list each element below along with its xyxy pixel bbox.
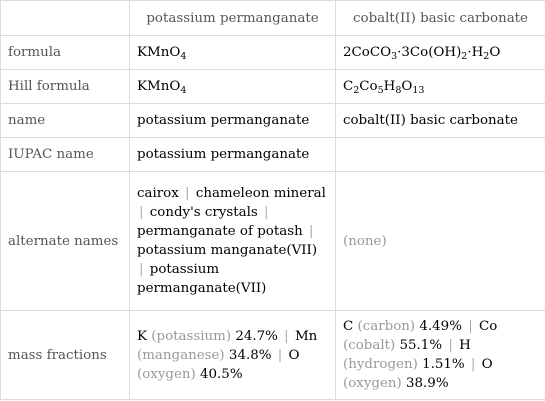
- alt-name-item: potassium manganate(VII): [137, 243, 318, 258]
- alternate-names-label: alternate names: [1, 172, 130, 311]
- alt-name-item: potassium permanganate(VII): [137, 262, 267, 296]
- hill-formula-row: [1, 70, 545, 104]
- alt-name-item: cairox: [137, 186, 179, 201]
- separator: |: [448, 338, 453, 353]
- name-row: [1, 104, 545, 138]
- header-empty-cell: [1, 1, 130, 36]
- name-label: name: [1, 104, 130, 138]
- alt-name-item: chameleon mineral: [195, 186, 326, 201]
- separator: |: [284, 328, 289, 344]
- alternate-names-cobalt: [336, 172, 545, 311]
- iupac-name-label: IUPAC name: [1, 138, 130, 172]
- formula-label: formula: [1, 36, 130, 70]
- header-potassium-permanganate: potassium permanganate: [130, 1, 336, 36]
- iupac-name-kmno4: potassium permanganate: [130, 138, 336, 172]
- formula-cobalt: $2CoCO_3\cdot 3Co(OH)_2\cdot H_2O$: [336, 36, 545, 70]
- formula-kmno4: KMnO$_4$: [130, 36, 336, 70]
- header-cobalt-basic-carbonate: cobalt(II) basic carbonate: [336, 1, 545, 36]
- mass-fractions-row: [1, 311, 545, 400]
- hill-formula-cobalt: $C_2Co_5H_8O_{13}$: [336, 70, 545, 104]
- iupac-name-cobalt: [336, 138, 545, 172]
- separator: |: [139, 262, 144, 277]
- mass-fractions-cobalt: C (carbon) 4.49% | Co (cobalt) 55.1% | H (hydrogen) 1.51% | O (oxygen) 38.9%: [336, 311, 545, 400]
- alt-name-item: permanganate of potash: [137, 224, 303, 239]
- separator: |: [308, 224, 314, 239]
- separator: |: [139, 205, 144, 220]
- mass-fractions-kmno4: K (potassium) 24.7% | Mn (manganese) 34.8% | O (oxygen) 40.5%: [130, 311, 336, 400]
- hill-formula-kmno4: KMnO$_4$: [130, 70, 336, 104]
- separator: |: [185, 186, 190, 201]
- name-cobalt: cobalt(II) basic carbonate: [336, 104, 545, 138]
- mass-fractions-label: mass fractions: [1, 311, 130, 400]
- alt-name-item: condy's crystals: [149, 205, 258, 220]
- separator: |: [277, 347, 283, 363]
- name-kmno4: potassium permanganate: [130, 104, 336, 138]
- alternate-names-row: [1, 172, 545, 311]
- iupac-name-row: [1, 138, 545, 172]
- hill-formula-label: Hill formula: [1, 70, 130, 104]
- separator: |: [470, 357, 476, 372]
- formula-row: [1, 36, 545, 70]
- alternate-names-kmno4: [130, 172, 336, 311]
- none-value: (none): [343, 233, 387, 249]
- separator: |: [264, 205, 269, 220]
- header-row: [1, 1, 545, 36]
- separator: |: [468, 319, 473, 334]
